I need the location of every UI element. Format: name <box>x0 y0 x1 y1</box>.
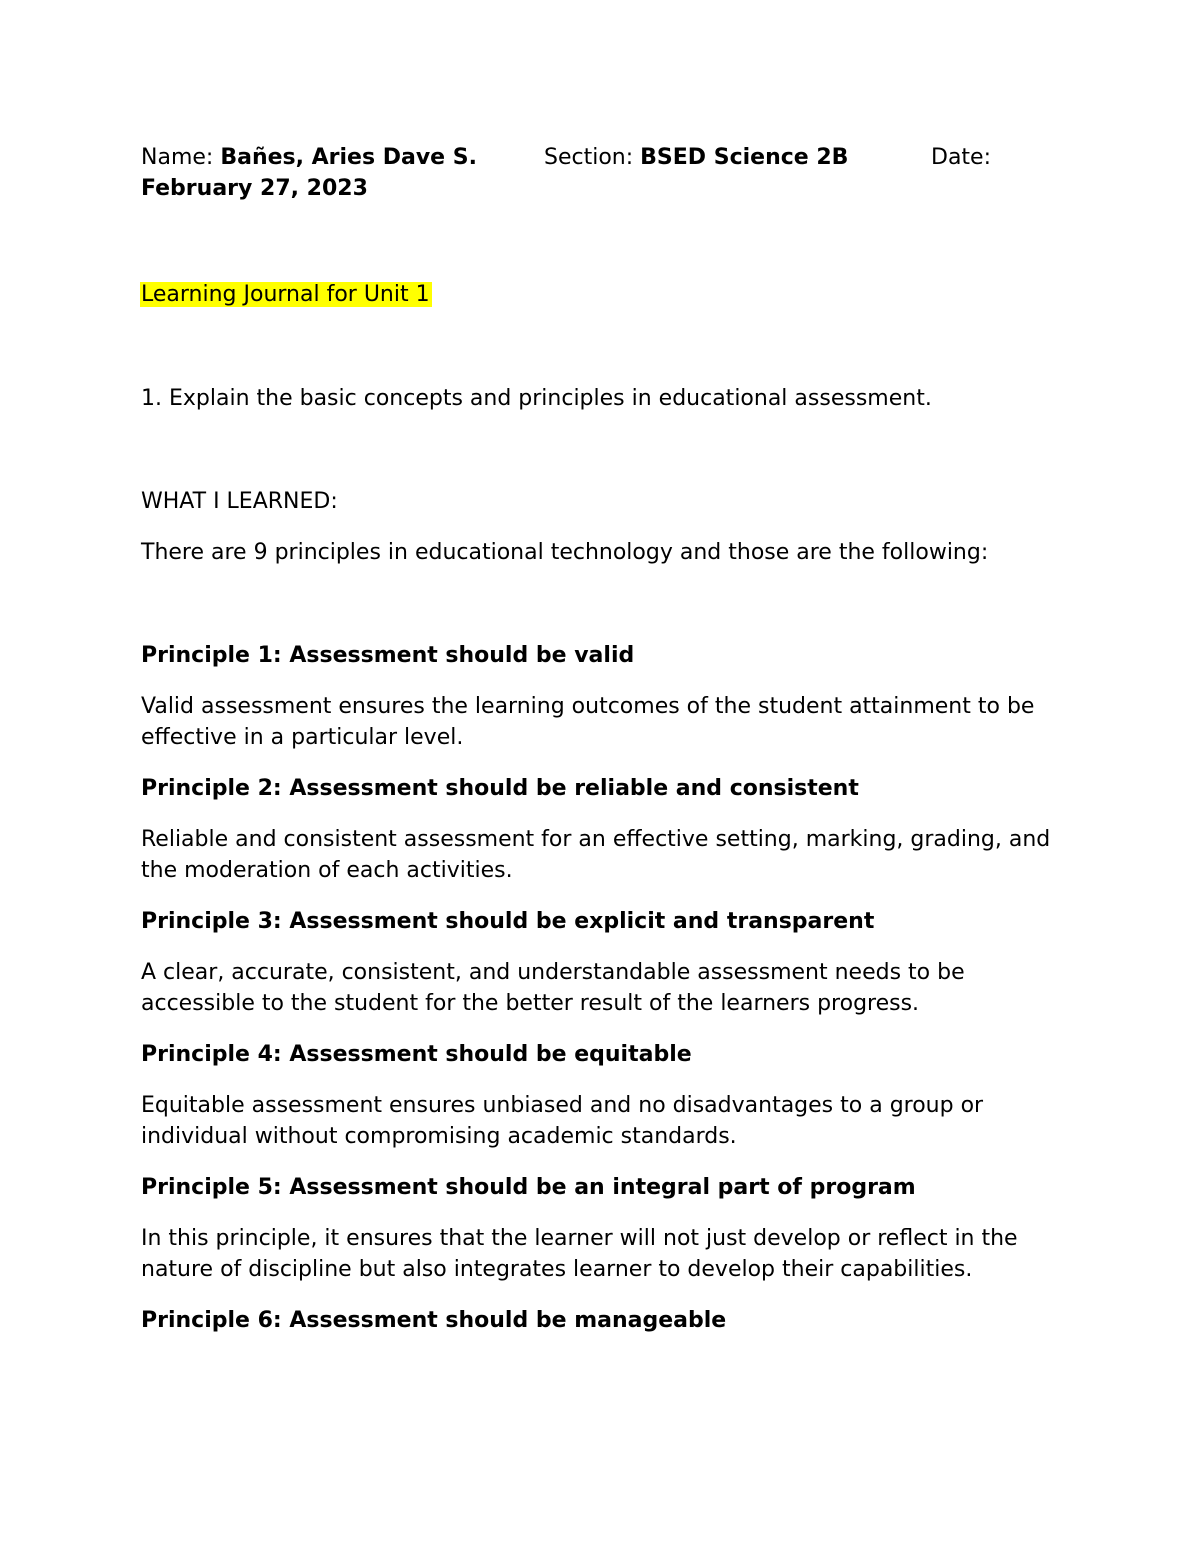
principle-2-heading: Principle 2: Assessment should be reliable and consistent <box>141 776 859 801</box>
principles-list <box>141 640 1061 1336</box>
principle-4-heading: Principle 4: Assessment should be equitable <box>141 1042 692 1067</box>
principle-3-body: A clear, accurate, consistent, and understandable assessment needs to be accessible to the student for the better result of the learners progress. <box>141 960 965 1016</box>
principle-6-heading: Principle 6: Assessment should be manageable <box>141 1308 727 1333</box>
section-value: BSED Science 2B <box>640 145 849 170</box>
question-text: 1. Explain the basic concepts and principles in educational assessment. <box>141 386 932 411</box>
principle-5-heading: Principle 5: Assessment should be an integral part of program <box>141 1175 916 1200</box>
date-field <box>931 142 991 173</box>
section-field <box>544 142 848 173</box>
learned-heading: WHAT I LEARNED: <box>141 489 338 514</box>
journal-title: Learning Journal for Unit 1 <box>141 282 430 307</box>
principle-2-body: Reliable and consistent assessment for an effective setting, marking, grading, and the moderation of each activities. <box>141 827 1051 883</box>
section-label: Section: <box>544 145 634 170</box>
principle-5-body: In this principle, it ensures that the learner will not just develop or reflect in the nature of discipline but also integrates learner to develop their capabilities. <box>141 1226 1018 1282</box>
principle-3-heading: Principle 3: Assessment should be explicit and transparent <box>141 909 875 934</box>
principle-4-body: Equitable assessment ensures unbiased and no disadvantages to a group or individual without compromising academic standards. <box>141 1093 984 1149</box>
journal-title-wrap <box>141 279 1061 310</box>
principle-1-body: Valid assessment ensures the learning outcomes of the student attainment to be effective in a particular level. <box>141 694 1035 750</box>
header-line <box>141 142 1061 173</box>
name-label: Name: <box>141 145 214 170</box>
name-value: Bañes, Aries Dave S. <box>220 145 477 170</box>
principle-1-heading: Principle 1: Assessment should be valid <box>141 643 635 668</box>
date-value: February 27, 2023 <box>141 176 368 201</box>
name-field <box>141 142 477 173</box>
document-content <box>141 142 1061 1336</box>
intro-text: There are 9 principles in educational technology and those are the following: <box>141 540 989 565</box>
date-label: Date: <box>931 145 991 170</box>
